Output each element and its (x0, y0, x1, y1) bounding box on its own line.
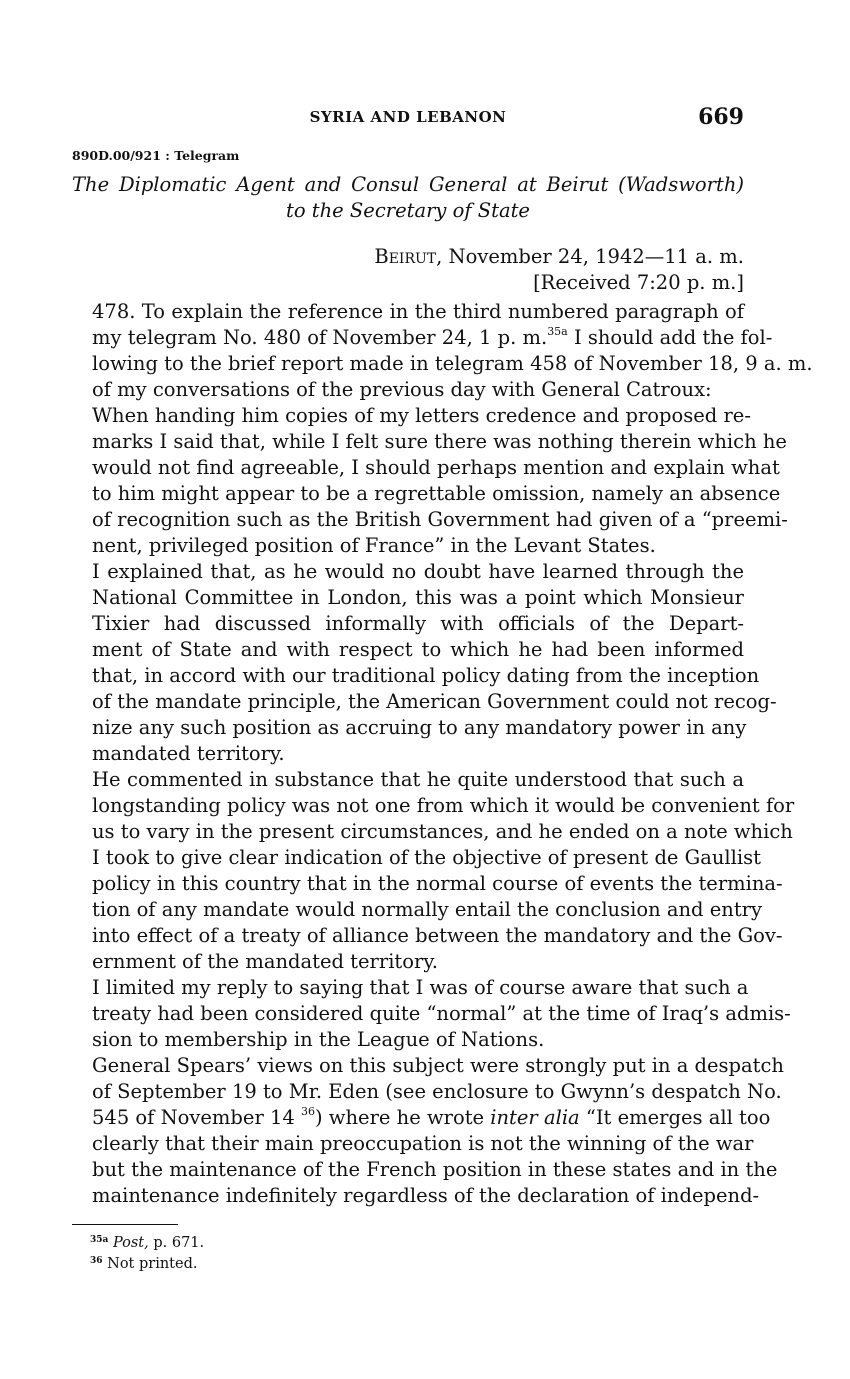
text-line: lowing to the brief report made in telegram 458 of November 18, 9 a. m. (92, 352, 813, 375)
text-line: mandated territory. (92, 742, 285, 765)
text-run: “It emerges all too (579, 1106, 771, 1129)
footnote-ref: 35a (547, 325, 568, 338)
paragraph-4 (72, 767, 795, 975)
text-line: Tixier had discussed informally with officials of the Depart- (92, 612, 744, 635)
text-line: General Spears’ views on this subject were strongly put in a despatch (92, 1054, 784, 1077)
paragraph-6 (72, 1053, 784, 1209)
footnote-divider (72, 1224, 178, 1225)
text-line: marks I said that, while I felt sure there was nothing therein which he (92, 430, 787, 453)
italic-phrase: inter alia (490, 1106, 580, 1129)
footnote-mark: 36 (90, 1256, 103, 1266)
text-line: of my conversations of the previous day with General Catroux: (92, 378, 712, 401)
heading-line-1: The Diplomatic Agent and Consul General at Beirut (Wadsworth) (72, 173, 744, 196)
text-line: tion of any mandate would normally entail the conclusion and entry (92, 898, 762, 921)
text-line: of September 19 to Mr. Eden (see enclosure to Gwynn’s despatch No. (92, 1080, 782, 1103)
text-line: policy in this country that in the normal course of events the termina- (92, 872, 783, 895)
footnote-text: p. 671. (148, 1235, 205, 1251)
document-heading (72, 172, 744, 224)
text-line: ment of State and with respect to which he had been informed (92, 638, 744, 661)
footnote-35a (90, 1231, 204, 1252)
paragraph-5 (72, 975, 791, 1053)
text-line: longstanding policy was not one from which it would be convenient for (92, 794, 795, 817)
page-number: 669 (698, 104, 744, 130)
paragraph-2 (72, 403, 788, 559)
running-title: SYRIA AND LEBANON (309, 108, 507, 126)
paragraph-1 (72, 299, 813, 403)
dateline-sent (72, 244, 744, 270)
text-line (72, 325, 773, 351)
text-line: 478. To explain the reference in the third numbered paragraph of (92, 300, 744, 323)
text-line: of the mandate principle, the American Government could not recog- (92, 690, 777, 713)
dateline (72, 244, 744, 296)
text-line (72, 1105, 771, 1131)
paragraph-3 (72, 559, 777, 767)
text-line: us to vary in the present circumstances, and he ended on a note which (92, 820, 793, 843)
footnote-ref: 36 (300, 1105, 315, 1118)
text-line: that, in accord with our traditional policy dating from the inception (92, 664, 760, 687)
text-line: National Committee in London, this was a point which Monsieur (92, 586, 744, 609)
text-line: but the maintenance of the French position in these states and in the (92, 1158, 778, 1181)
text-run: ) where he wrote (314, 1106, 491, 1129)
dateline-received: [Received 7:20 p. m.] (533, 271, 744, 294)
text-line: I explained that, as he would no doubt have learned through the (92, 560, 744, 583)
text-line: treaty had been considered quite “normal” at the time of Iraq’s admis- (92, 1002, 791, 1025)
telegram-body (72, 299, 813, 1209)
text-run: I should add the fol- (567, 326, 773, 349)
text-run: my telegram No. 480 of November 24, 1 p. m. (92, 326, 548, 349)
file-number: 890D.00/921 : Telegram (72, 148, 240, 163)
text-line: He commented in substance that he quite understood that such a (92, 768, 744, 791)
text-line: into effect of a treaty of alliance between the mandatory and the Gov- (92, 924, 783, 947)
dateline-city: Beirut (374, 245, 437, 268)
footnote-italic: Post, (112, 1235, 149, 1251)
text-line: nent, privileged position of France” in the Levant States. (92, 534, 656, 557)
text-line: of recognition such as the British Government had given of a “preemi- (92, 508, 788, 531)
footnote-36 (90, 1252, 204, 1273)
text-line: ernment of the mandated territory. (92, 950, 438, 973)
text-line: to him might appear to be a regrettable omission, namely an absence (92, 482, 781, 505)
footnote-mark: 35a (90, 1235, 109, 1245)
footnotes (90, 1231, 204, 1273)
text-line: would not find agreeable, I should perhaps mention and explain what (92, 456, 780, 479)
text-line: I took to give clear indication of the objective of present de Gaullist (92, 846, 761, 869)
running-head (72, 104, 744, 134)
text-line: sion to membership in the League of Nations. (92, 1028, 545, 1051)
text-run: 545 of November 14 (92, 1106, 301, 1129)
footnote-text: Not printed. (107, 1256, 198, 1272)
text-line: When handing him copies of my letters credence and proposed re- (92, 404, 751, 427)
text-line: maintenance indefinitely regardless of the declaration of independ- (92, 1184, 760, 1207)
text-line: clearly that their main preoccupation is not the winning of the war (92, 1132, 754, 1155)
text-line: nize any such position as accruing to any mandatory power in any (92, 716, 747, 739)
heading-line-2: to the Secretary of State (286, 199, 530, 222)
text-line: I limited my reply to saying that I was of course aware that such a (92, 976, 749, 999)
dateline-date: , November 24, 1942—11 a. m. (436, 245, 744, 268)
